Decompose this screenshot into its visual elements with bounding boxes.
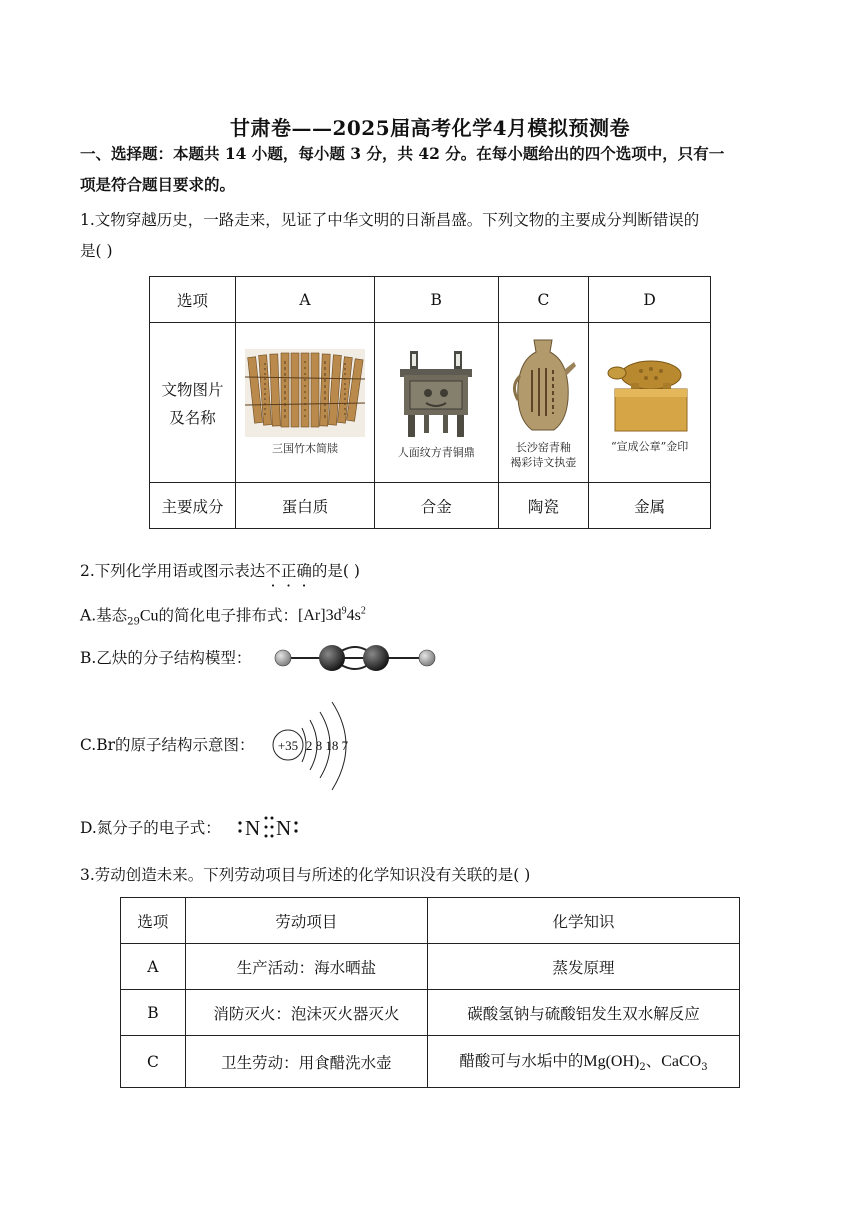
svg-text:N: N	[276, 816, 292, 840]
page-title: 甘肃卷——2025届高考化学4月模拟预测卷	[229, 116, 631, 140]
q1-row2-label	[150, 323, 236, 483]
q1-header-row	[150, 277, 711, 323]
q3-a-know: 蒸发原理	[427, 944, 739, 990]
q2-a-config	[298, 607, 366, 624]
q2-a-element: Cu	[139, 607, 159, 625]
q1-row2-label-l1: 文物图片	[161, 380, 224, 399]
q2-emph-1: 不	[265, 562, 281, 580]
q3-c-know-mgoh: Mg(OH)	[583, 1053, 640, 1071]
q2-d-text: D.氮分子的电子式：	[80, 819, 221, 837]
q3-header-row	[121, 898, 740, 944]
artifact-b-caption: 人面纹方青铜鼎	[397, 446, 475, 459]
q3-row-a	[121, 944, 740, 990]
q3-h-item: 劳动项目	[185, 898, 427, 944]
q1-h-b: B	[374, 277, 498, 323]
q3-row-c	[121, 1036, 740, 1088]
q3-a-opt: A	[121, 944, 186, 990]
q3-c-item: 卫生劳动：用食醋洗水壶	[185, 1036, 427, 1088]
q2-option-a	[80, 596, 780, 637]
q1-h-d: D	[589, 277, 711, 323]
q3-stem-text: 3.劳动创造未来。下列劳动项目与所述的化学知识没有关联的是( )	[80, 866, 531, 884]
component-c: 陶瓷	[498, 483, 589, 529]
q3-b-opt: B	[121, 990, 186, 1036]
q2-stem-post: 的是( )	[311, 562, 360, 580]
gold-seal-image	[601, 351, 699, 435]
artifact-d-cell	[589, 323, 711, 483]
q3-row-b	[121, 990, 740, 1036]
question-2-stem	[80, 556, 780, 587]
artifact-c-caption-l1: 长沙窑青釉	[515, 440, 571, 454]
component-d: 金属	[589, 483, 711, 529]
q1-image-row	[150, 323, 711, 483]
question-3-stem	[80, 860, 780, 891]
q3-b-know: 碳酸氢钠与硫酸铝发生双水解反应	[427, 990, 739, 1036]
section-line-2: 项是符合题目要求的。	[80, 175, 236, 194]
q3-c-know-pre: 醋酸可与水垢中的	[459, 1052, 584, 1071]
bamboo-slips-image	[245, 349, 365, 437]
q2-emph-3: 确	[296, 562, 312, 580]
q3-b-item: 消防灭火：泡沫灭火器灭火	[185, 990, 427, 1036]
q1-row2-label-l2: 及名称	[169, 408, 216, 427]
q2-a-sup-2: 2	[360, 606, 366, 617]
artifact-b-cell	[374, 323, 498, 483]
q3-table	[120, 897, 740, 1088]
q1-h-c: C	[498, 277, 589, 323]
q3-h-knowledge: 化学知识	[427, 898, 739, 944]
br-atom-diagram	[270, 698, 370, 794]
artifact-a-cell	[236, 323, 375, 483]
q3-c-know-sep: 、	[645, 1052, 662, 1071]
q2-c-text: C.Br的原子结构示意图：	[80, 736, 255, 754]
question-1-stem	[80, 205, 780, 267]
section-line-1: 一、选择题：本题共 14 小题，每小题 3 分，共 42 分。在每小题给出的四个选项中，只有一	[80, 144, 725, 163]
q1-table	[149, 276, 711, 529]
component-a: 蛋白质	[236, 483, 375, 529]
q3-a-item: 生产活动：海水晒盐	[185, 944, 427, 990]
section-heading	[80, 138, 780, 200]
q1-h-a: A	[236, 277, 375, 323]
q2-b-text: B.乙炔的分子结构模型：	[80, 649, 252, 667]
n2-electron-formula	[236, 812, 316, 844]
q1-row3-label: 主要成分	[150, 483, 236, 529]
q2-a-sup-1: 9	[341, 606, 347, 617]
q3-c-know	[427, 1036, 739, 1088]
q2-a-pre: A.基态	[80, 606, 128, 625]
q3-c-opt: C	[121, 1036, 186, 1088]
q2-stem-pre: 2.下列化学用语或图示表达	[80, 562, 266, 580]
q3-c-know-sub-2: 3	[701, 1062, 708, 1074]
q2-a-config-2: 4s	[346, 607, 361, 625]
q1-h-option: 选项	[150, 277, 236, 323]
artifact-d-caption: “宣成公章”金印	[611, 440, 689, 453]
q2-a-mid: 的简化电子排布式：	[158, 606, 299, 625]
q3-c-know-caco: CaCO	[661, 1053, 702, 1071]
q1-component-row	[150, 483, 711, 529]
artifact-a-caption: 三国竹木简牍	[271, 442, 338, 455]
q2-a-config-1: [Ar]3d	[298, 607, 342, 625]
q2-emph-2: 正	[280, 562, 297, 580]
component-b: 合金	[374, 483, 498, 529]
q2-option-d	[80, 813, 780, 844]
svg-text:N: N	[245, 816, 261, 840]
q1-line-1: 1.文物穿越历史，一路走来，见证了中华文明的日渐昌盛。下列文物的主要成分判断错误的	[80, 211, 700, 229]
bronze-ding-image	[388, 345, 484, 441]
q3-h-option: 选项	[121, 898, 186, 944]
br-nucleus-label: +35	[277, 738, 299, 753]
acetylene-model	[272, 638, 442, 680]
q2-option-c	[80, 730, 780, 761]
q3-c-know-sub-1: 2	[639, 1062, 646, 1074]
artifact-c-caption-l2: 褐彩诗文执壶	[510, 455, 577, 469]
artifact-c-cell	[498, 323, 589, 483]
ceramic-ewer-image	[508, 336, 578, 436]
q2-a-atomic-number: 29	[127, 616, 140, 628]
br-shells-label: 2 8 18 7	[305, 738, 349, 753]
q1-line-2: 是( )	[80, 242, 113, 260]
artifact-c-caption	[499, 440, 589, 470]
